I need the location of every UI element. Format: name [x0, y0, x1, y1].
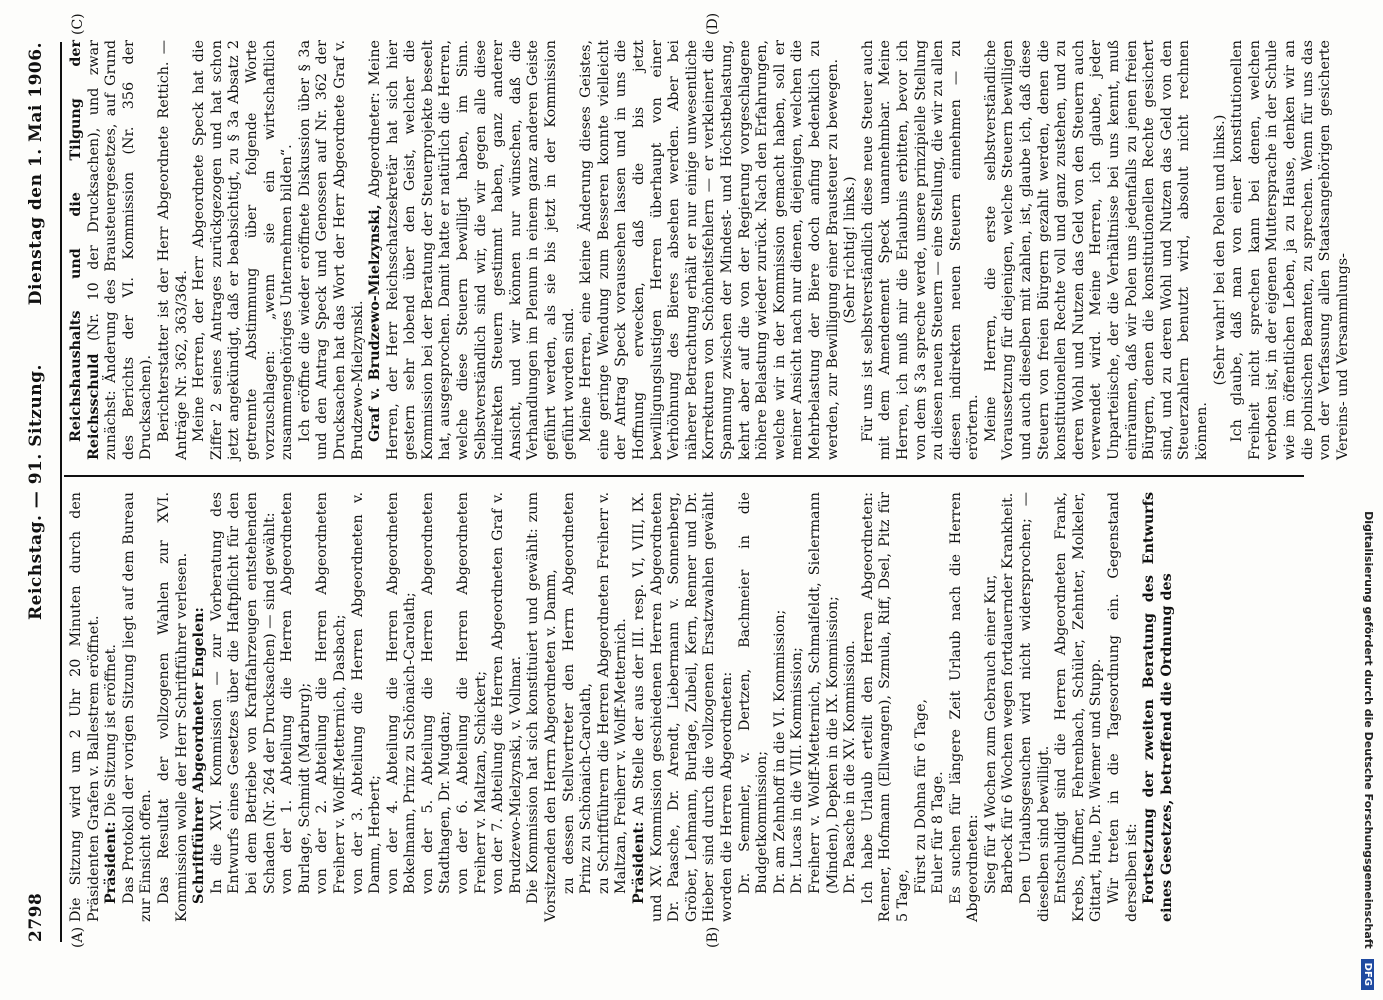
paragraph-text: von der 4. Abteilung die Herren Abgeordneten Bokelmann, Prinz zu Schönaich-Carolath; [384, 492, 419, 894]
page-title: Reichstag. — 91. Sitzung. [26, 364, 46, 620]
paragraph [1141, 492, 1176, 922]
paragraph [525, 492, 560, 922]
paragraph-text: Fürst zu Dohna für 6 Tage, [912, 698, 929, 894]
paragraph [948, 492, 983, 922]
column-divider [64, 475, 1304, 477]
paragraph-text: von der 5. Abteilung die Herren Abgeordneten Stadthagen, Dr. Mugdan; [419, 492, 454, 894]
page-header [18, 42, 58, 942]
paragraph [385, 492, 420, 922]
paragraph [1018, 492, 1053, 922]
paragraph-text: Den Urlaubsgesuchen wird nicht widersprochen; — dieselben sind bewilligt. [1018, 492, 1052, 922]
session-date: Dienstag den 1. Mai 1906. [26, 42, 46, 306]
paragraph [490, 492, 525, 922]
paragraph [156, 492, 191, 922]
paragraph [455, 492, 490, 922]
paragraph-text: Barbeck für 6 Wochen wegen fortdauernder Krankheit. [1000, 492, 1017, 894]
paragraph [156, 40, 191, 460]
paragraph [789, 492, 807, 922]
paragraph-lead: Reichshaushalts und die Tilgung der Reichsschuld [68, 40, 102, 460]
paragraph [772, 492, 790, 922]
paragraph-text: Entschuldigt sind die Herren Abgeordneten Frank, Krebs, Duffner, Fehrenbach, Schüler, Zehnter, Molkeler, Gittart, Hue, Dr. Wiemer und Stupp. [1053, 492, 1105, 922]
paragraph [191, 40, 297, 460]
paragraph-text: Meine Herren, die erste selbstverständliche Voraussetzung für diejenigen, welche Steuern bewilligen und auch dieselben mit zahlen, ist, glaube ich, daß diese Steuern von freien Bürgern gezahlt werden, denen die konstitutionellen Rechte voll und ganz zustehen, und zu deren Wohl und Nutzen das Geld von den Steuern auch verwendet wird. Meine Herren, ich glaube, jeder Unparteiische, der die Verhältnisse bei uns kennt, muß einräumen, daß wir Polen uns jedenfalls zu jenen freien Bürgern, denen die konstitutionellen Rechte gesichert sind, und zu deren Wohl und Nutzen das Geld von den Steuerzahlern benutzt wird, absolut nicht rechnen können. [982, 40, 1210, 460]
paragraph-lead: Präsident: [103, 821, 120, 904]
left-column [68, 492, 1298, 922]
paragraph-text: Das Resultat der vollzogenen Wahlen zur XVI. Kommission wolle der Herr Schriftführer verlesen. [155, 492, 190, 922]
paragraph [367, 40, 578, 460]
paragraph [1212, 40, 1230, 460]
paragraph [1229, 40, 1352, 460]
paragraph [350, 492, 385, 922]
paragraph [209, 492, 279, 922]
dfg-logo: DFG [1361, 959, 1374, 990]
paragraph-text: zu Schriftführern die Herren Abgeordneten Freiherr v. Maltzan, Freiherr v. Wolff-Metternich. [595, 492, 630, 894]
paragraph [983, 492, 1001, 922]
paragraph-text: Dr. Lucas in die VIII. Kommission; [789, 647, 806, 894]
paragraph-text: Ich habe Urlaub erteilt den Herren Abgeordneten: Renner, Hofmann (Ellwangen), Szmula, Riff, Dsel, Pitz für 5 Tage, [859, 492, 911, 922]
paragraph-text: von der 6. Abteilung die Herren Abgeordneten Freiherr v. Maltzan, Schickert; [455, 492, 489, 894]
paragraph-text: Dr. Semmler, v. Dertzen, Bachmeier in die Budgetkommission; [736, 492, 771, 894]
credit-text: Digitalisierung gefördert durch die Deutsche Forschungsgemeinschaft [1362, 511, 1375, 949]
paragraph [596, 492, 631, 922]
paragraph-lead: Graf v. Brudzewo-Mielzynski, [367, 204, 384, 442]
paragraph-lead: Präsident: [631, 821, 647, 904]
paragraph [1000, 492, 1018, 922]
paragraph [578, 40, 842, 460]
paragraph-text: Ich glaube, daß man von einer konstitutionellen Freiheit nicht sprechen kann bei denen, welchen verboten ist, in der eigenen Muttersprache in der Schule wie im öffentlichen Leben, ja zu Hause, denken wir an die polnischen Beamten, zu sprechen. Wenn für uns das von der Verfassung allen Staatsangehörigen gesicherte Vereins- und Versammlungs- [1229, 40, 1351, 460]
credit-strip [1353, 10, 1379, 990]
page-number: 2798 [26, 892, 46, 942]
paragraph-text: (Sehr richtig! links.) [842, 176, 859, 324]
right-column [68, 40, 1351, 460]
paragraph-text: (Sehr wahr! bei den Polen und links.) [1211, 114, 1228, 386]
paragraph [121, 492, 156, 922]
paragraph-text: Dr. am Zehnhoff in die VI. Kommission; [771, 609, 788, 894]
paragraph [314, 492, 349, 922]
paragraph-text: Das Protokoll der vorigen Sitzung liegt auf dem Bureau zur Einsicht offen. [120, 492, 155, 922]
paragraph [983, 40, 1212, 460]
paragraph [737, 492, 772, 922]
paragraph [913, 492, 931, 922]
paragraph [807, 492, 842, 922]
paragraph-text: von der 3. Abteilung die Herren Abgeordneten v. Damm, Herbert; [349, 492, 384, 894]
paragraph [860, 40, 983, 460]
paragraph-text: von der 1. Abteilung die Herren Abgeordneten Burlage, Schmidt (Marburg); [279, 492, 313, 894]
paragraph-text: Die Sitzung wird um 2 Uhr 20 Minuten durch den Präsidenten Grafen v. Ballestrem eröffnet. [68, 492, 102, 922]
margin-marker-b: (B) [705, 926, 721, 948]
paragraph-text: Meine Herren, eine kleine Änderung dieses Geistes, eine geringe Wendung zum Besseren konnte vielleicht der Antrag Speck voraussehen lassen und in uns die Hoffnung erwecken, daß die bis jetzt bewilligungslustigen Herren überhaupt von einer Verhöhnung des Bieres absehen werden. Aber bei näherer Betrachtung erhält er nur einige unwesentliche Korrekturen von Schönheitsfehlern — er verkleinert die Spannung zwischen der Mindest- und Höchstbelastung, kehrt aber auf die von der Regierung vorgeschlagene höhere Belastung wieder zurück. Nach den Erfahrungen, welche wir in der Kommission gemacht haben, soll er meiner Ansicht nach nur dienen, diejenigen, welchen die Mehrbelastung der Biere doch anfing bedenklich zu werden, zur Bewilligung einer Brausteuer zu bewegen. [578, 40, 841, 460]
paragraph [103, 492, 121, 922]
paragraph [1053, 492, 1106, 922]
header-rule [60, 42, 62, 942]
paragraph-text: Meine Herren, der Herr Abgeordnete Speck hat die Ziffer 2 seines Antrages zurückgezogen und hat schon jetzt angekündigt, daß er beabsichtigt, zu § 3a Absatz 2 getrennte Abstimmung über folgende Worte vorzuschlagen: „wenn sie ein wirtschaftlich zusammengehöriges Unternehmen bilden“. [191, 40, 296, 460]
paragraph [420, 492, 455, 922]
paragraph-text: zu dessen Stellvertreter den Herrn Abgeordneten Prinz zu Schönaich-Carolath, [560, 492, 595, 894]
paragraph [191, 492, 209, 922]
paragraph-text: Euler für 8 Tage. [930, 771, 947, 894]
paragraph-text: Ich eröffne die wieder eröffnete Diskussion über § 3a und den Antrag Speck und Genossen auf Nr. 362 der Drucksachen hat das Wort der Herr Abgeordnete Graf v. Brudzewo-Mielzynski. [296, 40, 366, 460]
paragraph-text: Abgeordneter: Meine Herren, der Herr Reichsschatzsekretär hat sich hier gestern sehr lobend über den Geist, welcher die Kommission bei der Beratung der Steuerprojekte beseelt hat, ausgesprochen. Damit hatte er natürlich die Herren, welche diese Steuern bewilligt haben, im Sinn. Selbstverständlich sind wir, die wir gegen alle diese indirekten Steuern gestimmt haben, ganz anderer Ansicht, und wir können nur wünschen, daß die Verhandlungen im Plenum in einem ganz anderen Geiste geführt werden, als sie bis jetzt in der Kommission geführt worden sind. [367, 40, 577, 460]
paragraph [930, 492, 948, 922]
paragraph-text: Die Kommission hat sich konstituiert und gewählt: zum Vorsitzenden den Herrn Abgeordneten v. Damm, [525, 492, 560, 922]
margin-marker-a: (A) [70, 926, 86, 948]
paragraph-text: Wir treten in die Tagesordnung ein. Gegenstand derselben ist: [1106, 492, 1140, 922]
paragraph [561, 492, 596, 922]
margin-marker-c: (C) [70, 13, 86, 35]
paragraph-text: Berichterstatter ist der Herr Abgeordnete Rettich. — Anträge Nr. 362, 363/364. [155, 40, 190, 460]
paragraph [860, 492, 913, 922]
paragraph [631, 492, 737, 922]
paragraph-text: Für uns ist selbstverständlich diese neue Steuer auch mit dem Amendement Speck unannehmbar. Meine Herren, ich muß mir die Erlaubnis erbitten, bevor ich von dem § 3a spreche werde, unsere prinzipielle Stellung zu diesen neuen Steuern — eine Stellung, die wir zu allen diesen indirekten neuen Steuern einnehmen — zu erörtern. [859, 40, 982, 460]
paragraph [842, 492, 860, 922]
paragraph-lead: Schriftführer Abgeordneter Engelen: [191, 607, 208, 904]
paragraph-text: Dr. Paasche in die XV. Kommission. [842, 640, 859, 894]
paragraph-text: von der 7. Abteilung die Herren Abgeordneten Graf v. Brudzewo-Mielzynski, v. Vollmar. [490, 492, 524, 894]
paragraph-text: An Stelle der aus der III. resp. VI, VIII, IX. und XV. Kommission geschiedenen Herren Abgeordneten Dr. Paasche, Dr. Arendt, Liebermann v. Sonnenberg, Gröber, Lehmann, Burlage, Zubeil, Kern, Renner und Dr. Hieber sind durch die vollzogenen Ersatzwahlen gewählt worden die Herren Abgeordneten: [631, 492, 735, 922]
paragraph [68, 492, 103, 922]
paragraph [297, 40, 367, 460]
paragraph-text: von der 2. Abteilung die Herren Abgeordneten Freiherr v. Wolff-Metternich, Dasbach; [314, 492, 348, 894]
paragraph [842, 40, 860, 460]
credit-text-wrap [1355, 10, 1375, 990]
paragraph [68, 40, 156, 460]
paragraph-text: In die XVI. Kommission — zur Vorberatung des Entwurfs eines Gesetzes über die Haftpflicht für den bei dem Betriebe von Kraftfahrzeugen entstehenden Schaden (Nr. 264 der Drucksachen) — sind gewählt: [208, 492, 278, 894]
paragraph [279, 492, 314, 922]
paragraph-text: (Nr. 10 der Drucksachen), und zwar zunächst: Änderung des Brausteuergesetzes, auf Grund des Berichts der VI. Kommission (Nr. 356 der Drucksachen). [85, 40, 155, 460]
paragraph-text: Sieg für 4 Wochen zum Gebrauch einer Kur, [982, 574, 999, 894]
margin-marker-d: (D) [705, 12, 721, 35]
paragraph-text: Es suchen für längere Zeit Urlaub nach die Herren Abgeordneten: [947, 492, 982, 922]
paragraph [1106, 492, 1141, 922]
paragraph-text: Freiherr v. Wolff-Metternich, Schmalfeldt, Sielermann (Minden), Depken in die IX. Kommission; [806, 492, 841, 894]
paragraph-text: Die Sitzung ist eröffnet. [103, 644, 120, 822]
paragraph-lead: Fortsetzung der zweiten Beratung des Entwurfs eines Gesetzes, betreffend die Ordnung des [1141, 492, 1175, 922]
